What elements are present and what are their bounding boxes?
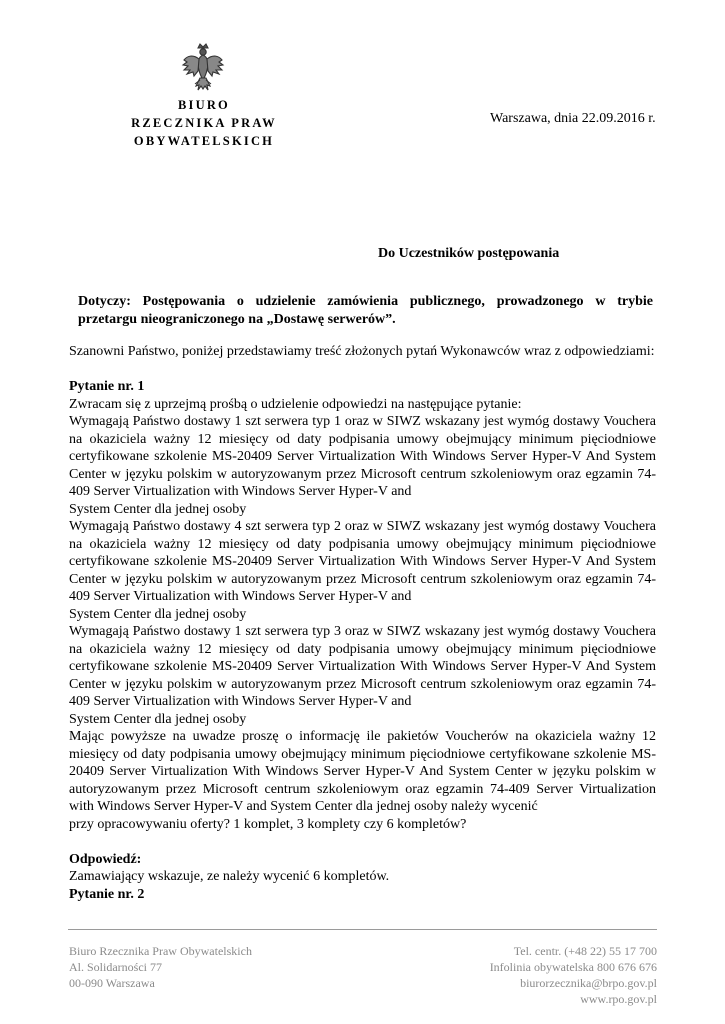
question-1-intro: Zwracam się z uprzejmą prośbą o udzielenie odpowiedzi na następujące pytanie: (69, 396, 522, 412)
footer-address-line-3: 00-090 Warszawa (69, 976, 155, 990)
question-1-paragraph-3-end: System Center dla jednej osoby (69, 711, 247, 727)
footer-divider (68, 929, 657, 930)
footer-address (69, 943, 252, 991)
footer-contact (490, 943, 657, 1007)
answer-heading: Odpowiedź: (69, 851, 142, 867)
footer-website: www.rpo.gov.pl (580, 992, 657, 1006)
question-1-paragraph-1: Wymagają Państwo dostawy 1 szt serwera typ 1 oraz w SIWZ wskazany jest wymóg dostawy Vouchera na okaziciela ważny 12 miesięcy od daty podpisania umowy obejmujący minimum pięciodniowe certyfikowane szkolenie MS-20409 Server Virtualization With Windows Server Hyper-V And System Center w języku polskim w autoryzowanym przez Microsoft centrum szkoleniowym oraz egzamin 74-409 Server Virtualization with Windows Server Hyper-V and (69, 414, 656, 499)
answer-text: Zamawiający wskazuje, ze należy wycenić 6 kompletów. (69, 869, 390, 884)
office-name-line-2: RZECZNIKA PRAW (131, 116, 277, 130)
office-name-line-1: BIURO (178, 98, 230, 112)
addressee: Do Uczestników postępowania (378, 246, 560, 261)
subject-line-2: przetargu nieograniczonego na „Dostawę serwerów”. (78, 311, 396, 327)
question-1-paragraph-2: Wymagają Państwo dostawy 4 szt serwera typ 2 oraz w SIWZ wskazany jest wymóg dostawy Vouchera na okaziciela ważny 12 miesięcy od daty podpisania umowy obejmujący minimum pięciodniowe certyfikowane szkolenie MS-20409 Server Virtualization With Windows Server Hyper-V And System Center w języku polskim w autoryzowanym przez Microsoft centrum szkoleniowym oraz egzamin 74-409 Server Virtualization with Windows Server Hyper-V and (69, 519, 656, 604)
office-name-line-3: OBYWATELSKICH (133, 134, 275, 148)
subject (78, 293, 653, 328)
question-1-paragraph-1-end: System Center dla jednej osoby (69, 501, 247, 517)
footer-hotline: Infolinia obywatelska 800 676 676 (489, 960, 657, 974)
footer-email: biurorzecznika@brpo.gov.pl (520, 976, 657, 990)
question-1-paragraph-3: Wymagają Państwo dostawy 1 szt serwera typ 3 oraz w SIWZ wskazany jest wymóg dostawy Vouchera na okaziciela ważny 12 miesięcy od daty podpisania umowy obejmujący minimum pięciodniowe certyfikowane szkolenie MS-20409 Server Virtualization With Windows Server Hyper-V And System Center w języku polskim w autoryzowanym przez Microsoft centrum szkoleniowym oraz egzamin 74-409 Server Virtualization with Windows Server Hyper-V and (69, 624, 656, 709)
letter-date: Warszawa, dnia 22.09.2016 r. (490, 111, 656, 126)
greeting: Szanowni Państwo, poniżej przedstawiamy treść złożonych pytań Wykonawców wraz z odpowiedziami: (69, 344, 655, 359)
letter-body (69, 343, 656, 903)
footer-address-line-2: Al. Solidarności 77 (69, 960, 162, 974)
question-1-paragraph-4: Mając powyższe na uwadze proszę o informację ile pakietów Voucherów na okaziciela ważny 12 miesięcy od daty podpisania umowy obejmujący minimum pięciodniowe certyfikowane szkolenie MS-20409 Server Virtualization With Windows Server Hyper-V And System Center w języku polskim w autoryzowanym przez Microsoft centrum szkoleniowym oraz egzamin 74-409 Server Virtualization with Windows Server Hyper-V and System Center dla jednej osoby należy wycenić (69, 729, 656, 814)
question-1-paragraph-4-end: przy opracowywaniu oferty? 1 komplet, 3 komplety czy 6 kompletów? (69, 816, 467, 832)
office-name (124, 96, 284, 150)
polish-eagle-icon (181, 42, 225, 92)
question-2-heading: Pytanie nr. 2 (69, 886, 145, 902)
question-1-heading: Pytanie nr. 1 (69, 379, 145, 394)
footer-phone: Tel. centr. (+48 22) 55 17 700 (513, 944, 657, 958)
footer-address-line-1: Biuro Rzecznika Praw Obywatelskich (69, 944, 252, 958)
subject-line-1: Dotyczy: Postępowania o udzielenie zamówienia publicznego, prowadzonego w trybie (78, 294, 653, 309)
question-1-paragraph-2-end: System Center dla jednej osoby (69, 606, 247, 622)
